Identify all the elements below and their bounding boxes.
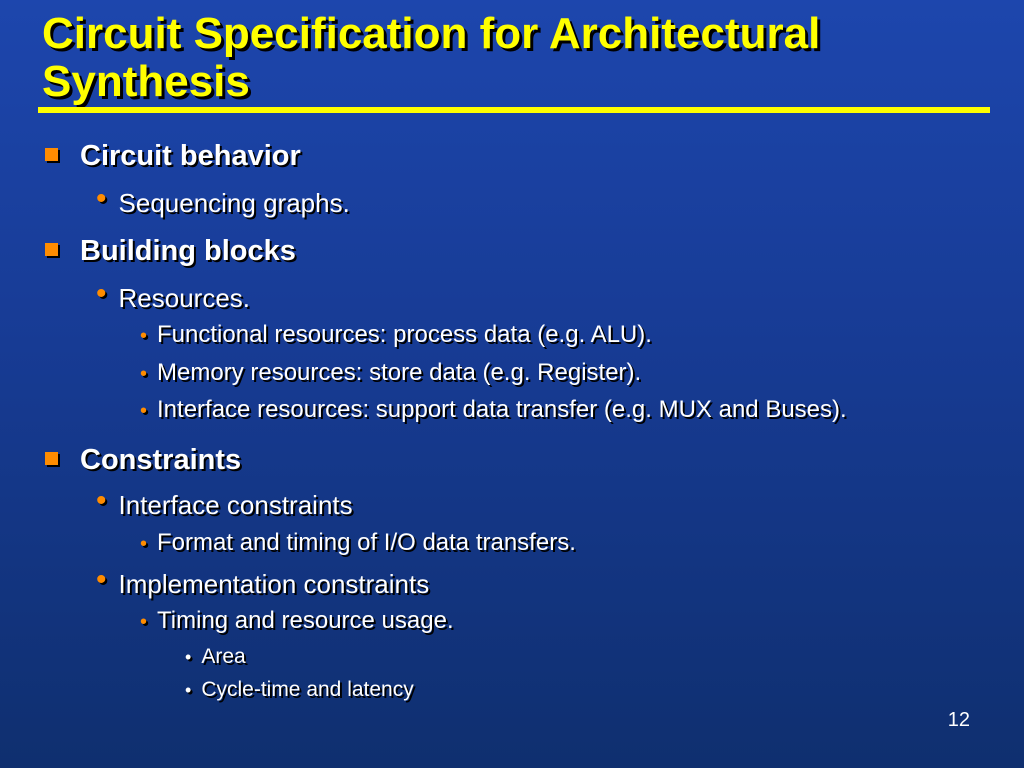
title-underline bbox=[38, 107, 990, 113]
page-number: 12 bbox=[947, 709, 970, 731]
item-memory-resources bbox=[140, 359, 641, 387]
dot-bullet-icon: • bbox=[140, 363, 148, 385]
point-text: Area bbox=[201, 645, 246, 668]
square-bullet-icon bbox=[45, 452, 58, 465]
subbullet-text: Implementation constraints bbox=[118, 569, 430, 599]
point-text: Cycle-time and latency bbox=[201, 678, 414, 701]
bullet-text: Constraints bbox=[80, 444, 242, 476]
item-text: Interface resources: support data transfer (e.g. MUX and Buses). bbox=[157, 396, 847, 423]
subbullet-implementation-constraints bbox=[96, 563, 430, 601]
item-interface-resources bbox=[140, 396, 847, 424]
subbullet-text: Sequencing graphs. bbox=[118, 188, 350, 218]
dot-bullet-icon: • bbox=[96, 563, 107, 596]
dot-bullet-icon: • bbox=[140, 325, 148, 347]
item-text: Timing and resource usage. bbox=[157, 607, 454, 634]
dot-bullet-icon: • bbox=[185, 647, 192, 667]
bullet-building-blocks bbox=[45, 235, 296, 268]
point-cycle-time-and-latency bbox=[185, 678, 414, 702]
dot-bullet-icon: • bbox=[96, 484, 107, 517]
dot-bullet-icon: • bbox=[96, 182, 107, 215]
item-functional-resources bbox=[140, 321, 652, 349]
bullet-text: Circuit behavior bbox=[80, 140, 301, 172]
dot-bullet-icon: • bbox=[140, 400, 148, 422]
item-text: Format and timing of I/O data transfers. bbox=[157, 529, 576, 556]
item-text: Functional resources: process data (e.g. ALU). bbox=[157, 321, 652, 348]
dot-bullet-icon: • bbox=[96, 277, 107, 310]
item-format-and-timing bbox=[140, 529, 576, 557]
item-text: Memory resources: store data (e.g. Register). bbox=[157, 359, 642, 386]
slide-title-line-2: Synthesis bbox=[42, 57, 250, 106]
subbullet-sequencing-graphs bbox=[96, 182, 350, 220]
subbullet-interface-constraints bbox=[96, 484, 353, 522]
bullet-constraints bbox=[45, 444, 241, 477]
bullet-circuit-behavior bbox=[45, 140, 301, 173]
item-timing-and-resource-usage bbox=[140, 607, 454, 635]
square-bullet-icon bbox=[45, 148, 58, 161]
subbullet-text: Resources. bbox=[118, 283, 251, 313]
subbullet-resources bbox=[96, 277, 251, 315]
square-bullet-icon bbox=[45, 243, 58, 256]
slide-title-line-1: Circuit Specification for Architectural bbox=[42, 9, 821, 58]
dot-bullet-icon: • bbox=[140, 533, 148, 555]
bullet-text: Building blocks bbox=[80, 235, 296, 267]
slide-title bbox=[42, 10, 820, 106]
dot-bullet-icon: • bbox=[140, 611, 148, 633]
subbullet-text: Interface constraints bbox=[118, 490, 353, 520]
dot-bullet-icon: • bbox=[185, 680, 192, 700]
point-area bbox=[185, 645, 246, 669]
